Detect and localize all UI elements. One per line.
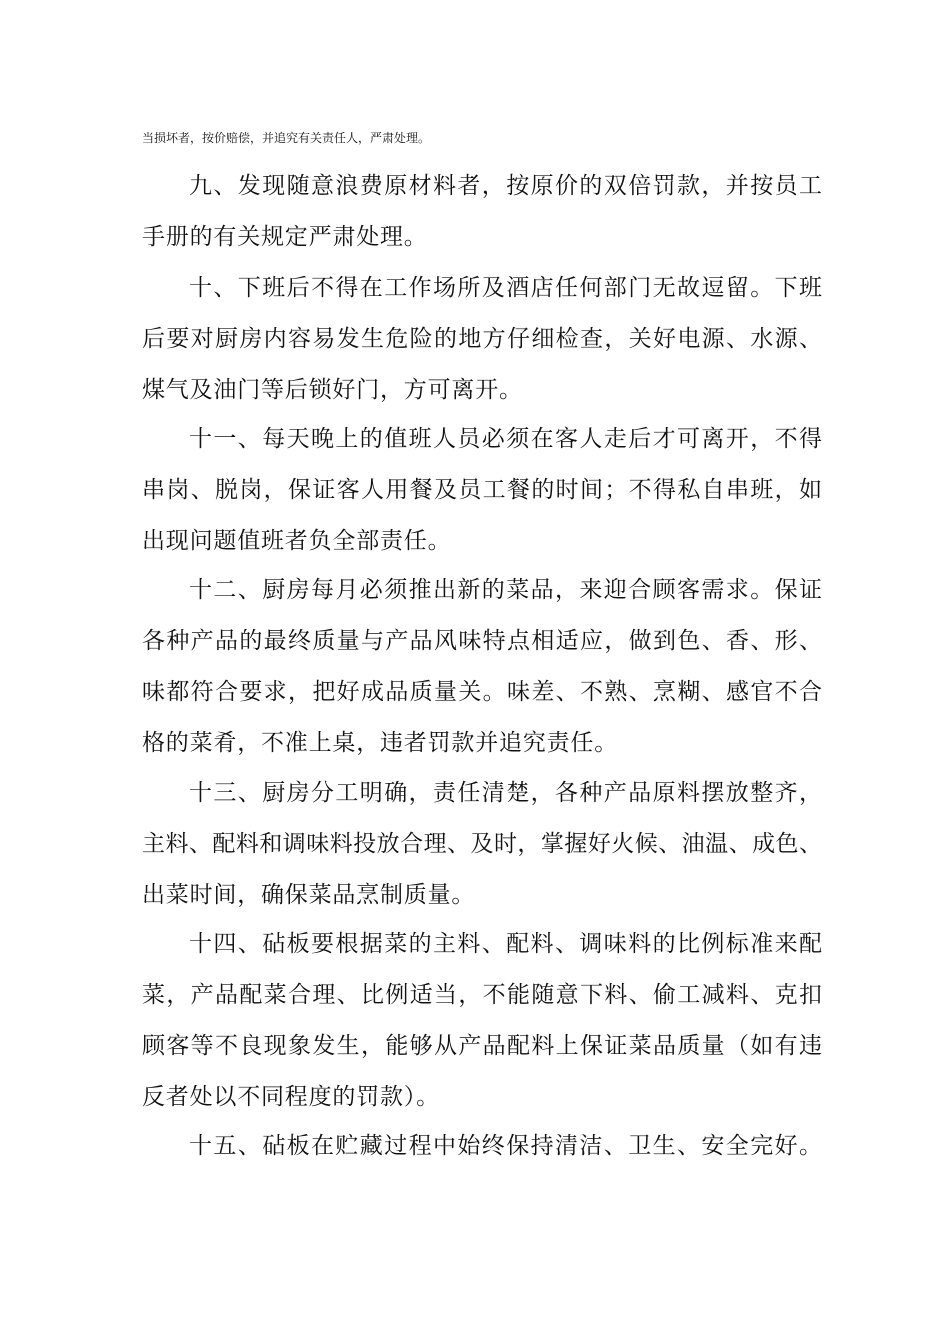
rule-paragraph-15 — [142, 1121, 822, 1172]
paragraph-line: 反者处以不同程度的罚款）。 — [142, 1084, 440, 1110]
paragraph-line: 菜，产品配菜合理、比例适当，不能随意下料、偷工减料、克扣 — [142, 982, 822, 1008]
paragraph-line: 出现问题值班者负全部责任。 — [142, 528, 452, 554]
paragraph-line: 手册的有关规定严肃处理。 — [142, 224, 428, 250]
rule-paragraph-12 — [142, 565, 822, 769]
paragraph-line: 各种产品的最终质量与产品风味特点相适应，做到色、香、形、 — [142, 628, 822, 654]
paragraph-line: 十一、每天晚上的值班人员必须在客人走后才可离开，不得 — [189, 426, 822, 452]
paragraph-line: 主料、配料和调味料投放合理、及时，掌握好火候、油温、成色、 — [142, 831, 822, 857]
paragraph-line: 串岗、脱岗，保证客人用餐及员工餐的时间；不得私自串班，如 — [142, 477, 822, 503]
paragraph-line: 煤气及油门等后锁好门，方可离开。 — [142, 377, 523, 403]
paragraph-line: 味都符合要求，把好成品质量关。味差、不熟、烹糊、感官不合 — [142, 679, 822, 705]
paragraph-line: 出菜时间，确保菜品烹制质量。 — [142, 882, 476, 908]
paragraph-line: 十三、厨房分工明确，责任清楚，各种产品原料摆放整齐， — [189, 780, 822, 806]
rule-paragraph-10 — [142, 263, 822, 416]
paragraph-line: 十二、厨房每月必须推出新的菜品，来迎合顾客需求。保证 — [189, 577, 822, 603]
rule-paragraph-11 — [142, 414, 822, 567]
paragraph-line: 十四、砧板要根据菜的主料、配料、调味料的比例标准来配 — [189, 931, 822, 957]
paragraph-line: 十五、砧板在贮藏过程中始终保持清洁、卫生、安全完好。 — [189, 1133, 822, 1159]
paragraph-line: 九、发现随意浪费原材料者，按原价的双倍罚款，并按员工 — [189, 173, 822, 199]
rule-paragraph-9 — [142, 161, 822, 263]
rule-paragraph-13 — [142, 768, 822, 921]
paragraph-line: 十、下班后不得在工作场所及酒店任何部门无故逗留。下班 — [189, 275, 822, 301]
rule-paragraph-14 — [142, 919, 822, 1123]
paragraph-line: 格的菜肴，不准上桌，违者罚款并追究责任。 — [142, 730, 618, 756]
paragraph-line: 后要对厨房内容易发生危险的地方仔细检查，关好电源、水源、 — [142, 326, 822, 352]
continued-text-note: 当损坏者，按价赔偿，并追究有关责任人，严肃处理。 — [142, 131, 431, 145]
paragraph-line: 顾客等不良现象发生，能够从产品配料上保证菜品质量（如有违 — [142, 1033, 822, 1059]
